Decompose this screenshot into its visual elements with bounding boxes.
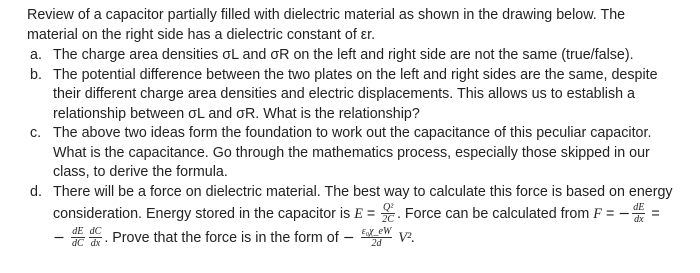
energy-denominator: 2C (382, 213, 394, 225)
force-equals-trailing: = (651, 206, 660, 222)
energy-sentence-text: consideration. Energy stored in the capacitor is (53, 206, 355, 222)
force-equals: = (605, 206, 615, 222)
intro-paragraph (27, 6, 691, 45)
force-numerator: dE (633, 201, 645, 213)
result-numerator: ε₀χ_eW (361, 225, 392, 237)
item-b-line-1: The potential difference between the two plates on the left and right sides are the same, despite (53, 66, 658, 83)
chain-fraction-1 (71, 226, 85, 249)
chain-denominator-1: dC (71, 237, 84, 249)
chain-denominator-2: dx (90, 237, 101, 249)
chain-minus: − (53, 230, 65, 246)
energy-numerator: Q² (382, 201, 394, 213)
item-d-line-1: There will be a force on dielectric material. The best way to calculate this force is based on energy (53, 183, 673, 200)
item-marker-d: d. (30, 183, 42, 200)
result-minus: − (342, 230, 355, 246)
energy-fraction (381, 202, 395, 225)
result-tail: V². (398, 230, 415, 246)
item-b-line-3: relationship between σL and σR. What is the relationship? (53, 105, 420, 122)
item-c-line-1: The above two ideas form the foundation to work out the capacitance of this peculiar capacitor. (53, 125, 652, 141)
force-minus: − (618, 206, 631, 222)
force-denominator: dx (634, 213, 644, 225)
force-sentence-text: . Force can be calculated from (396, 206, 594, 222)
result-fraction (361, 226, 393, 249)
intro-line-2: material on the right side has a dielectric constant of εr. (27, 26, 376, 43)
item-a-line-1: The charge area densities σL and σR on the left and right side are not the same (true/false). (53, 47, 634, 63)
force-symbol: F (593, 206, 602, 222)
force-fraction (632, 202, 645, 225)
item-marker-a: a. (30, 47, 42, 63)
item-b-line-2: their different charge area densities and electric displacements. This allows us to establish a (53, 86, 635, 102)
question-item-d (0, 183, 700, 251)
energy-equals: = (366, 206, 376, 222)
chain-numerator-2: dC (89, 225, 102, 237)
item-c-line-3: class, to derive the formula. (53, 164, 228, 180)
item-d-line-3 (53, 226, 700, 250)
energy-symbol: E (354, 206, 363, 222)
item-marker-c: c. (30, 125, 42, 141)
chain-numerator-1: dE (72, 225, 84, 237)
item-d-line-2 (53, 202, 700, 226)
item-c-line-2: What is the capacitance. Go through the mathematics process, especially those skipped in our (53, 144, 650, 161)
chain-fraction-2 (89, 226, 103, 249)
intro-line-1: Review of a capacitor partially filled with dielectric material as shown in the drawing below. The (27, 7, 626, 23)
question-item-a (0, 46, 700, 66)
item-marker-b: b. (30, 66, 42, 83)
question-list (0, 46, 700, 250)
prove-sentence-text: . Prove that the force is in the form of (104, 230, 343, 246)
question-item-c (0, 124, 700, 183)
result-denominator: 2d (371, 237, 382, 249)
question-item-b (0, 66, 700, 125)
